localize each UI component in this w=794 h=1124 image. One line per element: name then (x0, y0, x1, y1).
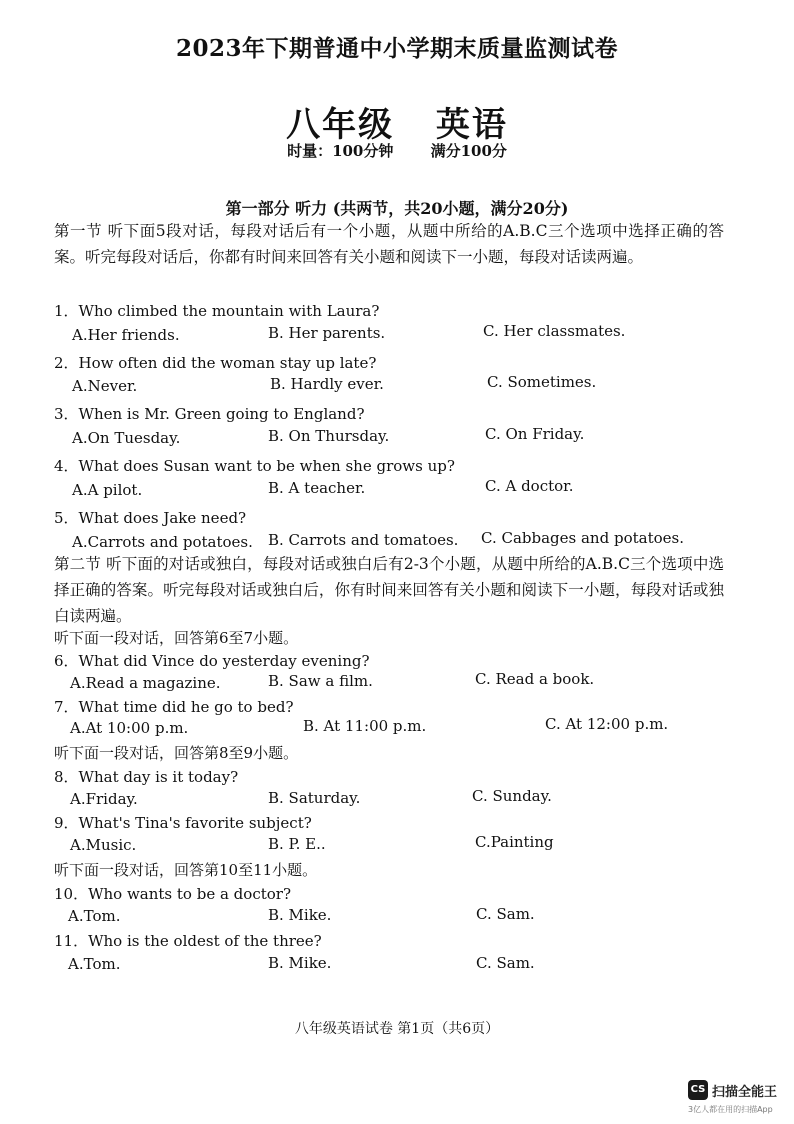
option-10b: B. Mike. (268, 906, 332, 924)
time-score-line (0, 140, 794, 161)
option-7a: A.At 10:00 p.m. (70, 719, 189, 737)
option-6a: A.Read a magazine. (70, 674, 221, 692)
question-11: 11．Who is the oldest of the three? (54, 932, 322, 950)
option-4c: C. A doctor. (485, 477, 574, 495)
option-10a: A.Tom. (68, 907, 121, 925)
subject-label: 英语 (435, 105, 508, 145)
option-9a: A.Music. (70, 836, 137, 854)
option-2c: C. Sometimes. (487, 373, 597, 391)
time-limit: 时量：100分钟 (287, 142, 394, 160)
question-3: 3．When is Mr. Green going to England? (54, 405, 365, 423)
question-9: 9．What's Tina's favorite subject? (54, 814, 312, 832)
option-6c: C. Read a book. (475, 670, 595, 688)
scanner-app-name: 扫描全能王 (712, 1085, 778, 1100)
option-8c: C. Sunday. (472, 787, 552, 805)
option-5c: C. Cabbages and potatoes. (481, 529, 684, 547)
question-2: 2．How often did the woman stay up late? (54, 354, 377, 372)
question-4: 4．What does Susan want to be when she grows up? (54, 457, 455, 475)
option-2a: A.Never. (72, 377, 138, 395)
scanner-tagline: 3亿人都在用的扫描App (688, 1105, 773, 1114)
option-3a: A.On Tuesday. (72, 429, 181, 447)
option-1a: A.Her friends. (72, 326, 180, 344)
section1-instruction: 第一节 听下面5段对话，每段对话后有一个小题，从题中所给的A.B.C三个选项中选择正确的答案。听完每段对话后，你都有时间来回答有关小题和阅读下一小题，每段对话读两遍。 (54, 222, 724, 266)
group-note-10-11: 听下面一段对话，回答第10至11小题。 (54, 861, 318, 879)
option-5a: A.Carrots and potatoes. (72, 533, 253, 551)
section2-instruction: 第二节 听下面的对话或独白，每段对话或独白后有2-3个小题，从题中所给的A.B.C三个选项中选择正确的答案。听完每段对话或独白后，你有时间来回答有关小题和阅读下一小题，每段对话或独白读两遍。 (54, 555, 724, 625)
option-8a: A.Friday. (70, 790, 138, 808)
grade-label: 八年级 (286, 105, 395, 145)
option-3b: B. On Thursday. (268, 427, 390, 445)
option-1b: B. Her parents. (268, 324, 386, 342)
option-9b: B. P. E.. (268, 835, 326, 853)
option-11b: B. Mike. (268, 954, 332, 972)
scanner-watermark (688, 1080, 788, 1116)
option-8b: B. Saturday. (268, 789, 361, 807)
question-1: 1．Who climbed the mountain with Laura? (54, 302, 380, 320)
group-note-6-7: 听下面一段对话，回答第6至7小题。 (54, 629, 299, 647)
question-7: 7．What time did he go to bed? (54, 698, 294, 716)
option-2b: B. Hardly ever. (270, 375, 384, 393)
part1-title: 第一部分 听力 (共两节，共20小题，满分20分) (225, 199, 569, 218)
question-5: 5．What does Jake need? (54, 509, 247, 527)
scanner-logo-icon: CS (688, 1080, 708, 1100)
option-9c: C.Painting (475, 833, 554, 851)
option-11c: C. Sam. (476, 954, 535, 972)
option-4a: A.A pilot. (72, 481, 143, 499)
group-note-8-9: 听下面一段对话，回答第8至9小题。 (54, 744, 299, 762)
question-6: 6．What did Vince do yesterday evening? (54, 652, 370, 670)
question-10: 10．Who wants to be a doctor? (54, 885, 291, 903)
option-6b: B. Saw a film. (268, 672, 373, 690)
option-10c: C. Sam. (476, 905, 535, 923)
page-footer: 八年级英语试卷 第1页（共6页） (294, 1021, 500, 1037)
option-1c: C. Her classmates. (483, 322, 626, 340)
option-11a: A.Tom. (68, 955, 121, 973)
option-4b: B. A teacher. (268, 479, 366, 497)
option-7b: B. At 11:00 p.m. (303, 717, 427, 735)
exam-title: 2023年下期普通中小学期末质量监测试卷 (175, 35, 618, 62)
question-8: 8．What day is it today? (54, 768, 239, 786)
option-7c: C. At 12:00 p.m. (545, 715, 669, 733)
grade-subject-heading (0, 97, 794, 146)
full-score: 满分100分 (430, 142, 507, 160)
option-5b: B. Carrots and tomatoes. (268, 531, 459, 549)
option-3c: C. On Friday. (485, 425, 585, 443)
